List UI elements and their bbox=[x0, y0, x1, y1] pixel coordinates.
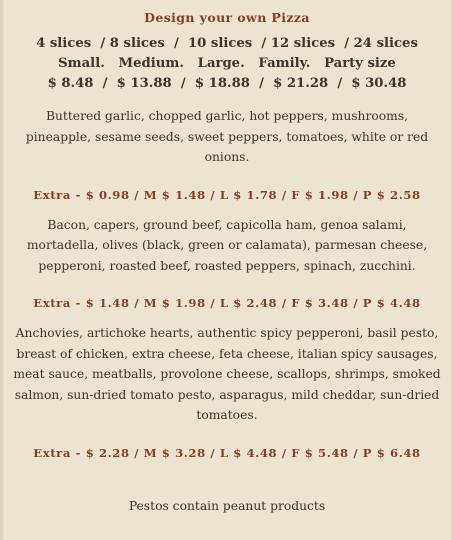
slice-counts: 4 slices / 8 slices / 10 slices / 12 slices / 24 slices bbox=[36, 36, 418, 51]
extra-price-2: Extra - $ 1.48 / M $ 1.98 / L $ 2.48 / F $ 3.48 / P $ 4.48 bbox=[33, 296, 421, 310]
extra-price-1: Extra - $ 0.98 / M $ 1.48 / L $ 1.78 / F $ 1.98 / P $ 2.58 bbox=[33, 187, 421, 202]
size-prices: $ 8.48 / $ 13.88 / $ 18.88 / $ 21.28 / $ 30.48 bbox=[47, 76, 407, 91]
topping-list-3: Anchovies, artichoke hearts, authentic spicy pepperoni, basil pesto, breast of chicken, extra cheese, feta cheese, italian spicy sausages, meat sauce, meatballs, provolone cheese, scallops, shrimps, smoked salmon, sun-dried tomato pesto, asparagus, mild cheddar, sun-dried tomatoes. bbox=[13, 326, 441, 422]
peanut-note: Pestos contain peanut products bbox=[128, 498, 326, 513]
menu-title: Design your own Pizza bbox=[144, 10, 310, 25]
size-names: Small. Medium. Large. Family. Party size bbox=[58, 56, 396, 71]
size-options bbox=[3, 34, 451, 94]
extra-price-3: Extra - $ 2.28 / M $ 3.28 / L $ 4.48 / F $ 5.48 / P $ 6.48 bbox=[33, 445, 421, 460]
topping-list-1: Buttered garlic, chopped garlic, hot peppers, mushrooms, pineapple, sesame seeds, sweet peppers, tomatoes, white or red onions. bbox=[25, 109, 429, 164]
pizza-menu bbox=[3, 0, 451, 514]
topping-list-2: Bacon, capers, ground beef, capicolla ham, genoa salami, mortadella, olives (black, green or calamata), parmesan cheese, pepperoni, roasted beef, roasted peppers, spinach, zucchini. bbox=[26, 217, 428, 273]
